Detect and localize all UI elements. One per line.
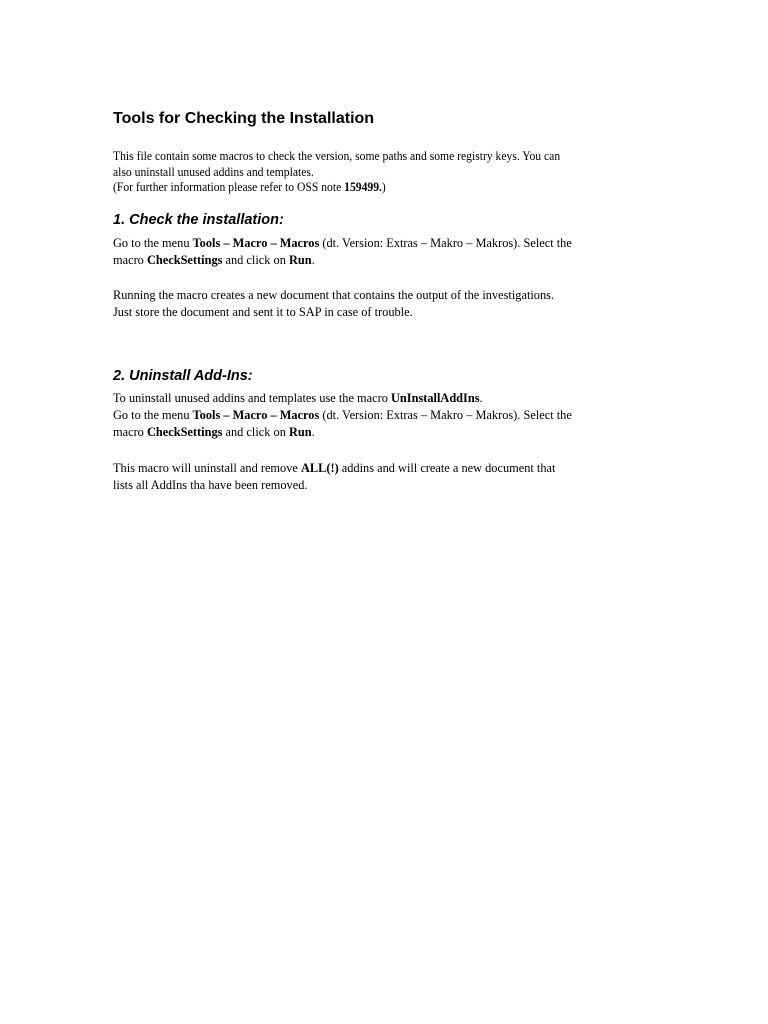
section-1-run-paragraph [113, 286, 645, 320]
all-emphasis: ALL(!) [300, 460, 339, 475]
sentence-end: . [479, 390, 483, 405]
intro-line-2: also uninstall unused addins and templates. [113, 164, 314, 179]
uninstall-line [113, 389, 645, 406]
menu-intro-text: Go to the menu [113, 407, 193, 422]
macro-name-checksettings: CheckSettings [146, 424, 223, 439]
section-2-nav-line-1 [113, 406, 645, 423]
oss-note-number: 159499. [344, 180, 382, 194]
click-on-text: and click on [222, 424, 289, 439]
remove-line-1 [113, 459, 645, 476]
section-1-nav-line-2 [113, 251, 645, 268]
sentence-end: . [311, 252, 315, 267]
german-version-note: (dt. Version: Extras – Makro – Makros). Select the [319, 407, 572, 422]
remove-outro-text: addins and will create a new document that [338, 460, 556, 475]
document-title: Tools for Checking the Installation [113, 110, 375, 127]
document-page [113, 0, 673, 1024]
run-label: Run [288, 252, 312, 267]
intro-line-1: This file contain some macros to check the version, some paths and some registry keys. You can [113, 149, 561, 163]
remove-intro-text: This macro will uninstall and remove [113, 460, 301, 475]
section-2-instructions [113, 389, 645, 440]
section-1-heading: 1. Check the installation: [113, 212, 284, 228]
german-version-note: (dt. Version: Extras – Makro – Makros). Select the [319, 235, 572, 250]
macro-name-uninstalladdins: UnInstallAddIns [390, 390, 480, 405]
remove-line-2: lists all AddIns tha have been removed. [113, 477, 308, 492]
uninstall-intro-text: To uninstall unused addins and templates use the macro [113, 390, 391, 405]
run-line-1: Running the macro creates a new document that contains the output of the investigations. [113, 287, 555, 302]
run-label: Run [288, 424, 312, 439]
intro-line-3 [113, 180, 634, 196]
menu-path: Tools – Macro – Macros [192, 407, 320, 422]
macro-prefix: macro [113, 252, 147, 267]
section-2-remove-paragraph [113, 459, 645, 493]
menu-path: Tools – Macro – Macros [192, 235, 320, 250]
run-line-2: Just store the document and sent it to SAP in case of trouble. [113, 304, 413, 319]
macro-name-checksettings: CheckSettings [146, 252, 223, 267]
macro-prefix: macro [113, 424, 147, 439]
click-on-text: and click on [222, 252, 289, 267]
section-1-instructions [113, 234, 645, 268]
section-2-heading: 2. Uninstall Add-Ins: [113, 368, 253, 384]
intro-note-prefix: (For further information please refer to OSS note [113, 180, 345, 194]
intro-paragraph [113, 149, 634, 196]
section-2-nav-line-2 [113, 423, 645, 440]
section-1-nav-line-1 [113, 234, 645, 251]
sentence-end: . [311, 424, 315, 439]
menu-intro-text: Go to the menu [113, 235, 193, 250]
intro-note-suffix: ) [381, 180, 386, 194]
